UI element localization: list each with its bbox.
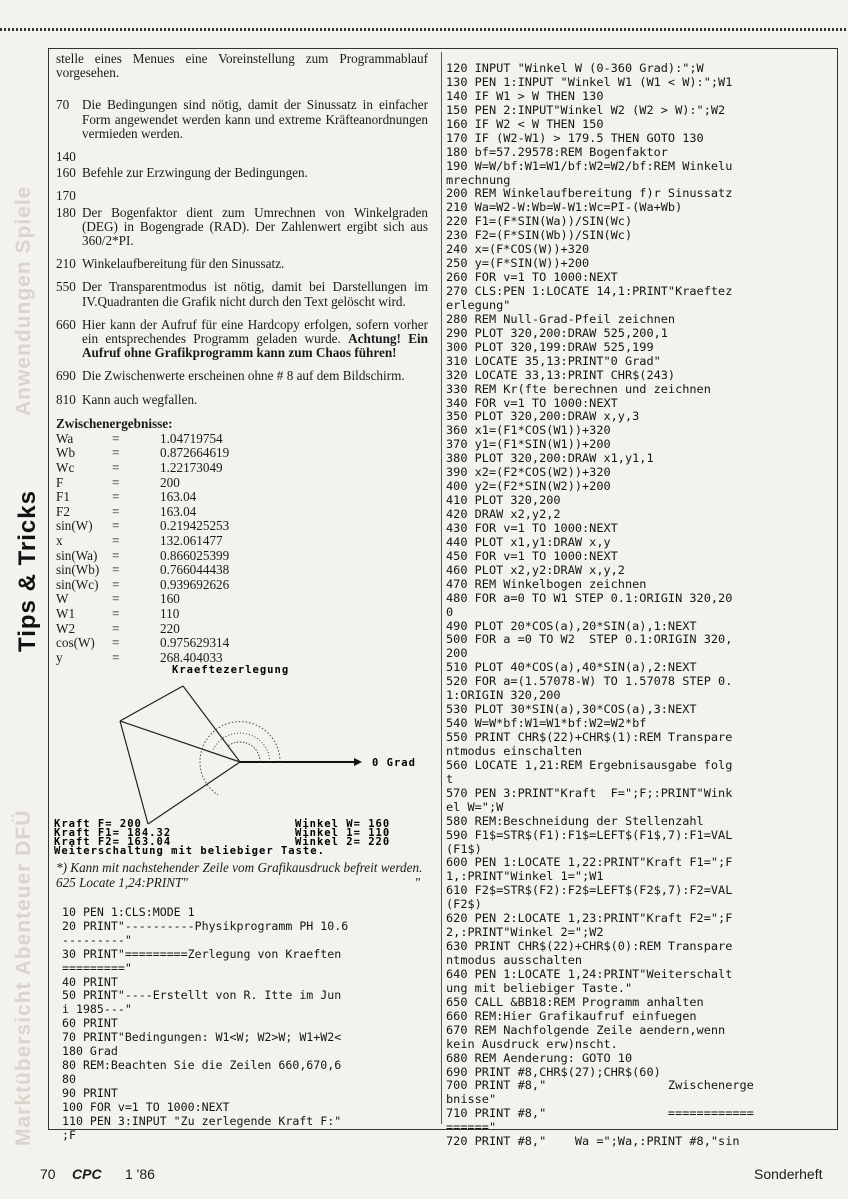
zwischen-cell: 110 bbox=[160, 605, 180, 621]
page-number: 70 bbox=[40, 1166, 56, 1182]
zwischen-row bbox=[56, 549, 229, 564]
zwischen-row bbox=[56, 636, 229, 651]
zwischen-row bbox=[56, 578, 229, 593]
explanation-body: Die Bedingungen sind nötig, damit der Sinussatz in einfacher Form angewendet werden kann und extreme Kräfteanordnungen vermieden werden. bbox=[82, 97, 428, 141]
zwischen-row bbox=[56, 490, 229, 505]
explanation-item bbox=[56, 150, 428, 164]
zwischen-cell: 0.872664619 bbox=[160, 445, 230, 461]
zwischen-cell: x bbox=[56, 533, 63, 549]
zwischen-cell: 0.866025399 bbox=[160, 547, 230, 563]
zwischen-cell: W1 bbox=[56, 605, 76, 621]
force-f2 bbox=[148, 762, 240, 824]
explanation-item bbox=[56, 98, 428, 141]
result-f: Kraft F= 200 bbox=[54, 818, 142, 830]
explanation-body: Der Transparentmodus ist nötig, damit bei Darstellungen im IV.Quadranten die Grafik nicht durch den Text gelöscht wird. bbox=[82, 279, 428, 309]
result-f2: Kraft F2= 163.04 bbox=[54, 836, 172, 848]
continue-prompt: Weiterschaltung mit beliebiger Taste. bbox=[54, 845, 325, 857]
explanation-number: 160 bbox=[56, 165, 76, 181]
zwischen-row bbox=[56, 476, 229, 491]
zwischen-cell: 220 bbox=[160, 620, 180, 636]
left-column bbox=[56, 52, 428, 665]
zwischen-cell: sin(W) bbox=[56, 518, 93, 534]
result-w: Winkel W= 160 bbox=[295, 818, 391, 830]
zwischen-cell: 160 bbox=[160, 591, 180, 607]
basic-listing-right: 120 INPUT "Winkel W (0-360 Grad):";W 130 PEN 1:INPUT "Winkel W1 (W1 < W):";W1 140 IF W1 > W THEN 130 150 PEN 2:INPUT"Winkel W2 (W2 > W):";W2 160 IF W2 < W THEN 150 170 IF (W2-W1) > 179.5 THEN GOTO 130 180 bf=57.29578:REM Bogenfaktor 190 W=W/bf:W1=W1/bf:W2=W2/bf:REM Winkelu mrechnung 200 REM Winkelaufbereitung f)r Sinussatz 210 Wa=W2-W:Wb=W-W1:Wc=PI-(Wa+Wb) 220 F1=(F*SIN(Wa))/SIN(Wc) 230 F2=(F*SIN(Wb))/SIN(Wc) 240 x=(F*COS(W))+320 250 y=(F*SIN(W))+200 260 FOR v=1 TO 1000:NEXT 270 CLS:PEN 1:LOCATE 14,1:PRINT"Kraeftez erlegung" 280 REM Null-Grad-Pfeil zeichnen 290 PLOT 320,200:DRAW 525,200,1 300 PLOT 320,199:DRAW 525,199 310 LOCATE 35,13:PRINT"0 Grad" 320 LOCATE 33,13:PRINT CHR$(243) 330 REM Kr(fte berechnen und zeichnen 340 FOR v=1 TO 1000:NEXT 350 PLOT 320,200:DRAW x,y,3 360 x1=(F1*COS(W1))+320 370 y1=(F1*SIN(W1))+200 380 PLOT 320,200:DRAW x1,y1,1 390 x2=(F2*COS(W2))+320 400 y2=(F2*SIN(W2))+200 410 PLOT 320,200 420 DRAW x2,y2,2 430 FOR v=1 TO 1000:NEXT 440 PLOT x1,y1:DRAW x,y 450 FOR v=1 TO 1000:NEXT 460 PLOT x2,y2:DRAW x,y,2 470 REM Winkelbogen zeichnen 480 FOR a=0 TO W1 STEP 0.1:ORIGIN 320,20 0 490 PLOT 20*COS(a),20*SIN(a),1:NEXT 500 FOR a =0 TO W2 STEP 0.1:ORIGIN 320, 200 510 PLOT 40*COS(a),40*SIN(a),2:NEXT 520 FOR a=(1.57078-W) TO 1.57078 STEP 0. 1:ORIGIN 320,200 530 PLOT 30*SIN(a),30*COS(a),3:NEXT 540 W=W*bf:W1=W1*bf:W2=W2*bf 550 PRINT CHR$(22)+CHR$(1):REM Transpare ntmodus einschalten 560 LOCATE 1,21:REM Ergebnisausgabe folg t 570 PEN 3:PRINT"Kraft F=";F;:PRINT"Wink el W=";W 580 REM:Beschneidung der Stellenzahl 590 F1$=STR$(F1):F1$=LEFT$(F1$,7):F1=VAL (F1$) 600 PEN 1:LOCATE 1,22:PRINT"Kraft F1=";F 1,:PRINT"Winkel 1=";W1 610 F2$=STR$(F2):F2$=LEFT$(F2$,7):F2=VAL (F2$) 620 PEN 2:LOCATE 1,23:PRINT"Kraft F2=";F 2,:PRINT"Winkel 2=";W2 630 PRINT CHR$(22)+CHR$(0):REM Transpare ntmodus ausschalten 640 PEN 1:LOCATE 1,24:PRINT"Weiterschalt ung mit beliebiger Taste." 650 CALL &BB18:REM Programm anhalten 660 REM:Hier Grafikaufruf einfuegen 670 REM Nachfolgende Zeile aendern,wenn kein Ausdruck erw)nscht. 680 REM Aenderung: GOTO 10 690 PRINT #8,CHR$(27);CHR$(60) 700 PRINT #8," Zwischenerge bnisse" 710 PRINT #8," ============ ======" 720 PRINT #8," Wa =";Wa,:PRINT #8,"sin bbox=[446, 61, 754, 1149]
footnote-code-line bbox=[56, 875, 428, 890]
zwischen-cell: = bbox=[112, 430, 120, 446]
explanation-item bbox=[56, 189, 428, 203]
parallelogram-side-1 bbox=[120, 686, 183, 721]
issue-number: 1 '86 bbox=[125, 1166, 155, 1182]
explanation-text bbox=[82, 280, 428, 308]
explanation-text bbox=[82, 393, 428, 407]
explanation-number: 170 bbox=[56, 188, 76, 204]
explanation-text bbox=[82, 257, 428, 271]
explanation-warning: Achtung! Ein Aufruf ohne Grafikprogramm kann zum Chaos führen! bbox=[82, 331, 428, 361]
zwischen-row bbox=[56, 446, 229, 461]
zwischen-row bbox=[56, 519, 229, 534]
explanation-body: Befehle zur Erzwingung der Bedingungen. bbox=[82, 165, 308, 181]
explanation-number: 210 bbox=[56, 256, 76, 272]
zwischen-cell: = bbox=[112, 547, 120, 563]
zwischen-cell: Wb bbox=[56, 445, 76, 461]
zwischen-cell: = bbox=[112, 576, 120, 592]
zwischen-cell: 0.219425253 bbox=[160, 518, 230, 534]
zwischen-cell: cos(W) bbox=[56, 635, 95, 651]
zwischen-cell: = bbox=[112, 605, 120, 621]
zwischen-cell: 0.939692626 bbox=[160, 576, 230, 592]
zwischen-cell: 163.04 bbox=[160, 503, 197, 519]
zwischen-cell: = bbox=[112, 533, 120, 549]
zwischen-table bbox=[56, 432, 229, 666]
footnote-quote: " bbox=[414, 875, 420, 890]
explanation-item bbox=[56, 393, 428, 407]
explanation-item bbox=[56, 257, 428, 271]
explanation-body: Winkelaufbereitung für den Sinussatz. bbox=[82, 256, 285, 272]
explanation-text bbox=[82, 166, 428, 180]
zwischen-row bbox=[56, 461, 229, 476]
explanation-item bbox=[56, 318, 428, 361]
explanation-text bbox=[82, 318, 428, 361]
zwischen-cell: Wa bbox=[56, 430, 74, 446]
zwischen-cell: = bbox=[112, 591, 120, 607]
screen-title: Kraeftezerlegung bbox=[172, 664, 290, 676]
explanation-item bbox=[56, 166, 428, 180]
explanation-item bbox=[56, 280, 428, 308]
zwischen-cell: Wc bbox=[56, 460, 75, 476]
zwischen-cell: = bbox=[112, 460, 120, 476]
result-f1: Kraft F1= 184.32 bbox=[54, 827, 172, 839]
footnote-text: *) Kann mit nachstehender Zeile vom Grafikausdruck befreit werden. bbox=[56, 860, 423, 875]
zwischen-cell: 0.975629314 bbox=[160, 635, 230, 651]
zwischen-row bbox=[56, 534, 229, 549]
explanation-number: 140 bbox=[56, 149, 76, 165]
explanation-body: Hier kann der Aufruf für eine Hardcopy erfolgen, sofern vorher ein entsprechendes Programm geladen wurde. bbox=[82, 316, 428, 347]
zwischen-cell: W bbox=[56, 591, 69, 607]
zero-grad-label: 0 Grad bbox=[372, 757, 416, 769]
explanation-item bbox=[56, 206, 428, 249]
basic-listing-left: 10 PEN 1:CLS:MODE 1 20 PRINT"----------Physikprogramm PH 10.6 ---------" 30 PRINT"=========Zerlegung von Kraeften =========" 40 PRINT 50 PRINT"----Erstellt von R. Itte im Jun i 1985---" 60 PRINT 70 PRINT"Bedingungen: W1<W; W2>W; W1+W2< 180 Grad 80 REM:Beachten Sie die Zeilen 660,670,6 80 90 PRINT 100 FOR v=1 TO 1000:NEXT 110 PEN 3:INPUT "Zu zerlegende Kraft F:" ;F bbox=[62, 905, 349, 1142]
explanation-item bbox=[56, 369, 428, 383]
right-column bbox=[446, 62, 834, 1149]
magazine-logo: CPC bbox=[72, 1166, 102, 1182]
explanation-body: Die Zwischenwerte erscheinen ohne # 8 auf dem Bildschirm. bbox=[82, 368, 405, 384]
zwischen-cell: = bbox=[112, 635, 120, 651]
explanation-number: 550 bbox=[56, 279, 76, 295]
explanation-number: 810 bbox=[56, 391, 76, 407]
zwischen-cell: F bbox=[56, 474, 64, 490]
explanation-text bbox=[82, 369, 428, 383]
zwischen-cell: y bbox=[56, 649, 63, 665]
zwischen-cell: = bbox=[112, 489, 120, 505]
zwischen-row bbox=[56, 563, 229, 578]
zwischen-row bbox=[56, 505, 229, 520]
section-sidebar bbox=[0, 40, 48, 1150]
parallelogram-side-2 bbox=[120, 721, 148, 824]
explanation-number: 70 bbox=[56, 97, 70, 113]
top-dotted-rule bbox=[0, 28, 848, 31]
zwischen-cell: 1.22173049 bbox=[160, 460, 223, 476]
force-f1 bbox=[183, 686, 240, 762]
zwischen-cell: F2 bbox=[56, 503, 70, 519]
explanation-body: Kann auch wegfallen. bbox=[82, 391, 198, 407]
zwischen-cell: F1 bbox=[56, 489, 70, 505]
screen-capture bbox=[50, 660, 428, 860]
explanation-text bbox=[82, 98, 428, 141]
explanation-text bbox=[82, 206, 428, 249]
zwischen-cell: 268.404033 bbox=[160, 649, 223, 665]
force-f bbox=[120, 721, 240, 762]
zwischen-cell: 1.04719754 bbox=[160, 430, 223, 446]
explanation-text bbox=[82, 150, 428, 164]
explanation-number: 180 bbox=[56, 204, 76, 220]
sidebar-ghost-top: Anwendungen Spiele bbox=[12, 185, 35, 416]
zwischen-cell: = bbox=[112, 518, 120, 534]
zwischen-row bbox=[56, 432, 229, 447]
edition-label: Sonderheft bbox=[754, 1166, 823, 1182]
zwischen-cell: = bbox=[112, 503, 120, 519]
sidebar-ghost-bottom: Marktübersicht Abenteuer DFÜ bbox=[12, 809, 35, 1146]
intro-text: stelle eines Menues eine Voreinstellung zum Programmablauf vorgesehen. bbox=[56, 51, 428, 81]
explanation-number: 690 bbox=[56, 368, 76, 384]
explanation-number: 660 bbox=[56, 316, 76, 332]
zwischen-cell: 132.061477 bbox=[160, 533, 223, 549]
zwischen-cell: = bbox=[112, 445, 120, 461]
zwischen-cell: = bbox=[112, 474, 120, 490]
zwischen-cell: = bbox=[112, 649, 120, 665]
sidebar-tab-tips-tricks[interactable]: Tips & Tricks bbox=[14, 490, 41, 652]
footnote bbox=[56, 860, 428, 890]
zwischen-cell: sin(Wc) bbox=[56, 576, 99, 592]
zwischen-row bbox=[56, 592, 229, 607]
zwischen-cell: 200 bbox=[160, 474, 180, 490]
zero-grad-arrow-icon bbox=[354, 758, 362, 766]
result-w1: Winkel 1= 110 bbox=[295, 827, 391, 839]
zwischen-cell: = bbox=[112, 562, 120, 578]
explanation-body: Der Bogenfaktor dient zum Umrechnen von Winkelgraden (DEG) in Bogengrade (RAD). Der Zahlenwert ergibt sich aus 360/2*PI. bbox=[82, 204, 428, 249]
zwischen-cell: sin(Wa) bbox=[56, 547, 98, 563]
zwischen-title: Zwischenergebnisse: bbox=[56, 415, 173, 431]
explanation-list bbox=[56, 98, 428, 406]
footnote-locate: 625 Locate 1,24:PRINT" bbox=[56, 875, 188, 890]
zwischen-row bbox=[56, 622, 229, 637]
zwischen-cell: W2 bbox=[56, 620, 76, 636]
explanation-text bbox=[82, 189, 428, 203]
listing-left bbox=[62, 906, 428, 1142]
column-divider bbox=[441, 52, 442, 1124]
zwischen-cell: = bbox=[112, 620, 120, 636]
result-w2: Winkel 2= 220 bbox=[295, 836, 391, 848]
zwischen-cell: 0.766044438 bbox=[160, 562, 230, 578]
zwischen-cell: 163.04 bbox=[160, 489, 197, 505]
force-diagram bbox=[50, 660, 428, 860]
zwischen-cell: sin(Wb) bbox=[56, 562, 100, 578]
zwischen-row bbox=[56, 607, 229, 622]
